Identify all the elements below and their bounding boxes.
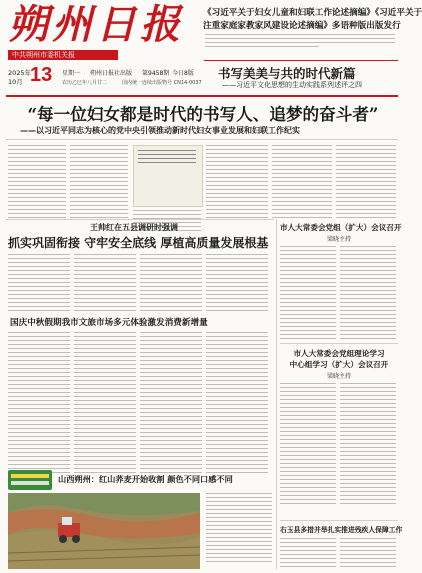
lead-body-col-5 bbox=[272, 145, 332, 221]
newspaper-logo: 朔州日报 bbox=[8, 1, 184, 48]
photo-section-badge bbox=[8, 470, 52, 490]
headline-right-line-2[interactable]: 注重家庭家教家风建设论述摘编》多语种版出版发行 bbox=[203, 21, 401, 31]
headline-right-body bbox=[205, 34, 395, 50]
national-day-headline[interactable]: 国庆中秋假期我市文旅市场多元体验激发消费新增量 bbox=[10, 318, 208, 328]
main-headline[interactable]: 抓实巩固衔接 守牢安全底线 厚植高质量发展根基 bbox=[8, 236, 269, 250]
right-article-2-byline: 梁晓主持 bbox=[326, 373, 351, 380]
lead-headline[interactable]: “每一位妇女都是时代的书写人、追梦的奋斗者” bbox=[27, 104, 379, 124]
main-top-rule bbox=[6, 219, 274, 220]
badge-stripe bbox=[11, 474, 49, 478]
bottom-right-col-2 bbox=[340, 538, 396, 570]
right-article-1-col-2 bbox=[340, 246, 396, 342]
issue-number: 第9458期 bbox=[142, 70, 170, 77]
right-article-1-col-1 bbox=[280, 246, 336, 342]
main-body-col-4 bbox=[206, 254, 268, 314]
lead-rule bbox=[6, 139, 398, 140]
masthead-rule bbox=[6, 95, 398, 97]
weekday: 星期一 bbox=[62, 70, 81, 77]
pull-quote-lines bbox=[138, 150, 196, 166]
national-day-col-1 bbox=[8, 332, 70, 476]
masthead-org-line: 中共朔州市委机关报 bbox=[12, 51, 75, 59]
right-article-2-title-1[interactable]: 市人大常委会党组理论学习 bbox=[293, 349, 385, 358]
bottom-right-col-1 bbox=[280, 538, 336, 570]
right-article-1-byline: 梁晓主持 bbox=[326, 236, 351, 243]
series-subtitle: ——习近平文化思想的生动实践系列述评之四 bbox=[222, 81, 362, 89]
main-body-col-1 bbox=[8, 254, 70, 314]
lead-body-col-6 bbox=[336, 145, 396, 221]
badge-stripe-2 bbox=[11, 481, 49, 485]
harvest-photo-svg bbox=[8, 493, 200, 569]
series-top-rule bbox=[204, 60, 398, 61]
national-day-col-3 bbox=[140, 332, 202, 476]
date-day: 13 bbox=[30, 64, 53, 86]
harvest-photo bbox=[8, 493, 200, 569]
main-kicker: 王帅红在五县调研时强调 bbox=[90, 223, 178, 232]
date-month: 10月 bbox=[8, 78, 23, 86]
pages-count: 今日8版 bbox=[172, 70, 194, 77]
main-body-col-3 bbox=[140, 254, 202, 314]
main-body-col-2 bbox=[74, 254, 136, 314]
bottom-right-rule bbox=[280, 520, 398, 521]
right-article-2-rule bbox=[280, 343, 398, 344]
lead-body-col-4 bbox=[206, 145, 268, 221]
bottom-right-headline[interactable]: 右玉县多措并举扎实推进残疾人保障工作 bbox=[280, 526, 403, 534]
right-article-2-title-2[interactable]: 中心组学习（扩大）会议召开 bbox=[289, 360, 389, 369]
series-title[interactable]: 书写美美与共的时代新篇 bbox=[218, 66, 356, 81]
issue-line: 朔州日报社出版 bbox=[90, 70, 133, 77]
serial-number: 国内统一连续出版物号 CN14-0037 bbox=[122, 80, 202, 86]
lead-body-col-2 bbox=[70, 145, 128, 221]
date-year: 2025年 bbox=[8, 69, 32, 77]
lead-body-col-1 bbox=[8, 145, 66, 221]
right-col-divider bbox=[276, 219, 277, 569]
national-day-col-2 bbox=[74, 332, 136, 476]
photo-banner-headline[interactable]: 山西朔州：红山荞麦开始收割 颜色不同口感不同 bbox=[58, 474, 233, 484]
right-article-2-col-2 bbox=[340, 383, 396, 507]
right-article-2-col-1 bbox=[280, 383, 336, 507]
national-day-col-4 bbox=[206, 332, 268, 476]
headline-right-line-1[interactable]: 《习近平关于妇女儿童和妇联工作论述摘编》《习近平关于 bbox=[203, 8, 422, 18]
right-article-1-title[interactable]: 市人大常委会党组（扩大）会议召开 bbox=[280, 223, 402, 232]
lead-subhead: ——以习近平同志为核心的党中央引领推动新时代妇女事业发展和妇联工作纪实 bbox=[20, 126, 300, 135]
lunar-date: 农历乙巳年八月廿二 bbox=[62, 80, 108, 86]
photo-caption-col bbox=[206, 493, 272, 565]
